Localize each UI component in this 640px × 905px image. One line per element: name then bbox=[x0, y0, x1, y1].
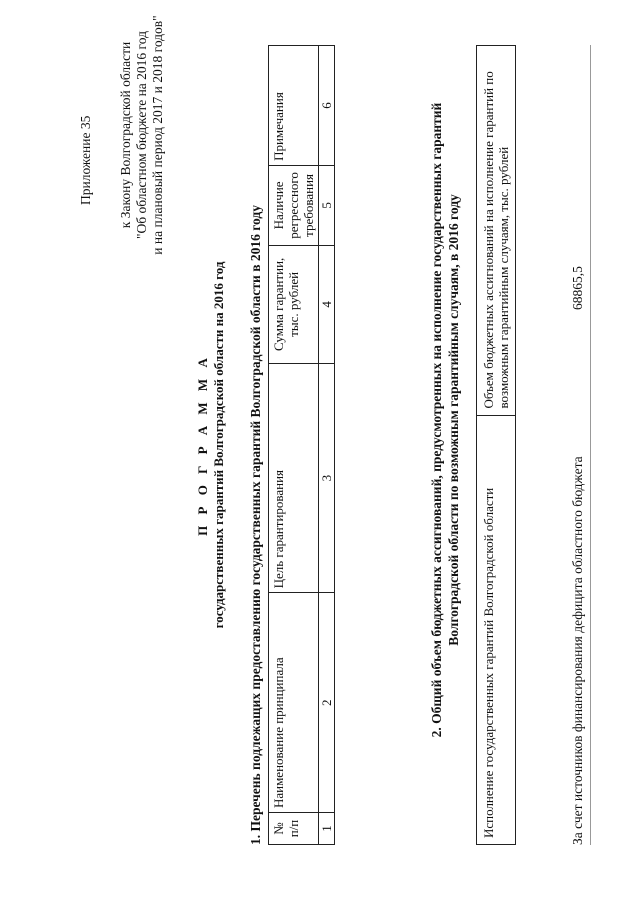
section2-heading-line1: 2. Общий объем бюджетных ассигнований, предусмотренных на исполнение государственных гарантий bbox=[429, 102, 444, 738]
annex-law-reference bbox=[118, 5, 166, 265]
allocation-row-value: 68865,5 bbox=[570, 266, 585, 310]
header-regress: Наличие регрессного требования bbox=[269, 165, 319, 245]
col-number: 1 bbox=[319, 813, 335, 845]
guarantees-table bbox=[268, 45, 335, 845]
header-principal: Наименование принципала bbox=[269, 593, 319, 813]
law-line-2: "Об областном бюджете на 2016 год bbox=[134, 31, 149, 239]
col-number: 3 bbox=[319, 363, 335, 593]
column-number-row bbox=[319, 46, 335, 845]
allocations-col2-header: Объем бюджетных ассигнований на исполнение гарантий по возможным гарантийным случаям, тыс. рублей bbox=[477, 46, 516, 416]
header-amount: Сумма гарантии, тыс. рублей bbox=[269, 245, 319, 363]
program-header bbox=[195, 145, 227, 745]
allocations-header-row bbox=[477, 46, 516, 845]
allocation-row-label: За счет источников финансирования дефицита областного бюджета bbox=[570, 456, 585, 845]
allocations-table bbox=[476, 45, 516, 845]
header-purpose: Цель гарантирования bbox=[269, 363, 319, 593]
law-line-3: и на плановый период 2017 и 2018 годов" bbox=[150, 15, 165, 255]
program-title: П Р О Г Р А М М А bbox=[195, 354, 210, 536]
annex-title: Приложение 35 bbox=[78, 115, 93, 205]
divider-line bbox=[590, 45, 591, 845]
header-notes: Примечания bbox=[269, 46, 319, 166]
section2-heading-line2: Волгоградской области по возможным гарантийным случаям, в 2016 году bbox=[446, 194, 461, 646]
col-number: 4 bbox=[319, 245, 335, 363]
section1-heading: 1. Перечень подлежащих предоставлению государственных гарантий Волгоградской области в 2016 году bbox=[248, 205, 263, 845]
header-num: № п/п bbox=[269, 813, 319, 845]
program-subtitle: государственных гарантий Волгоградской области на 2016 год bbox=[211, 261, 226, 629]
law-line-1: к Закону Волгоградской области bbox=[118, 41, 133, 229]
col-number: 5 bbox=[319, 165, 335, 245]
allocations-col1-header: Исполнение государственных гарантий Волгоградской области bbox=[477, 415, 516, 844]
col-number: 6 bbox=[319, 46, 335, 166]
col-number: 2 bbox=[319, 593, 335, 813]
section2-heading bbox=[428, 60, 462, 780]
table-header-row bbox=[269, 46, 319, 845]
